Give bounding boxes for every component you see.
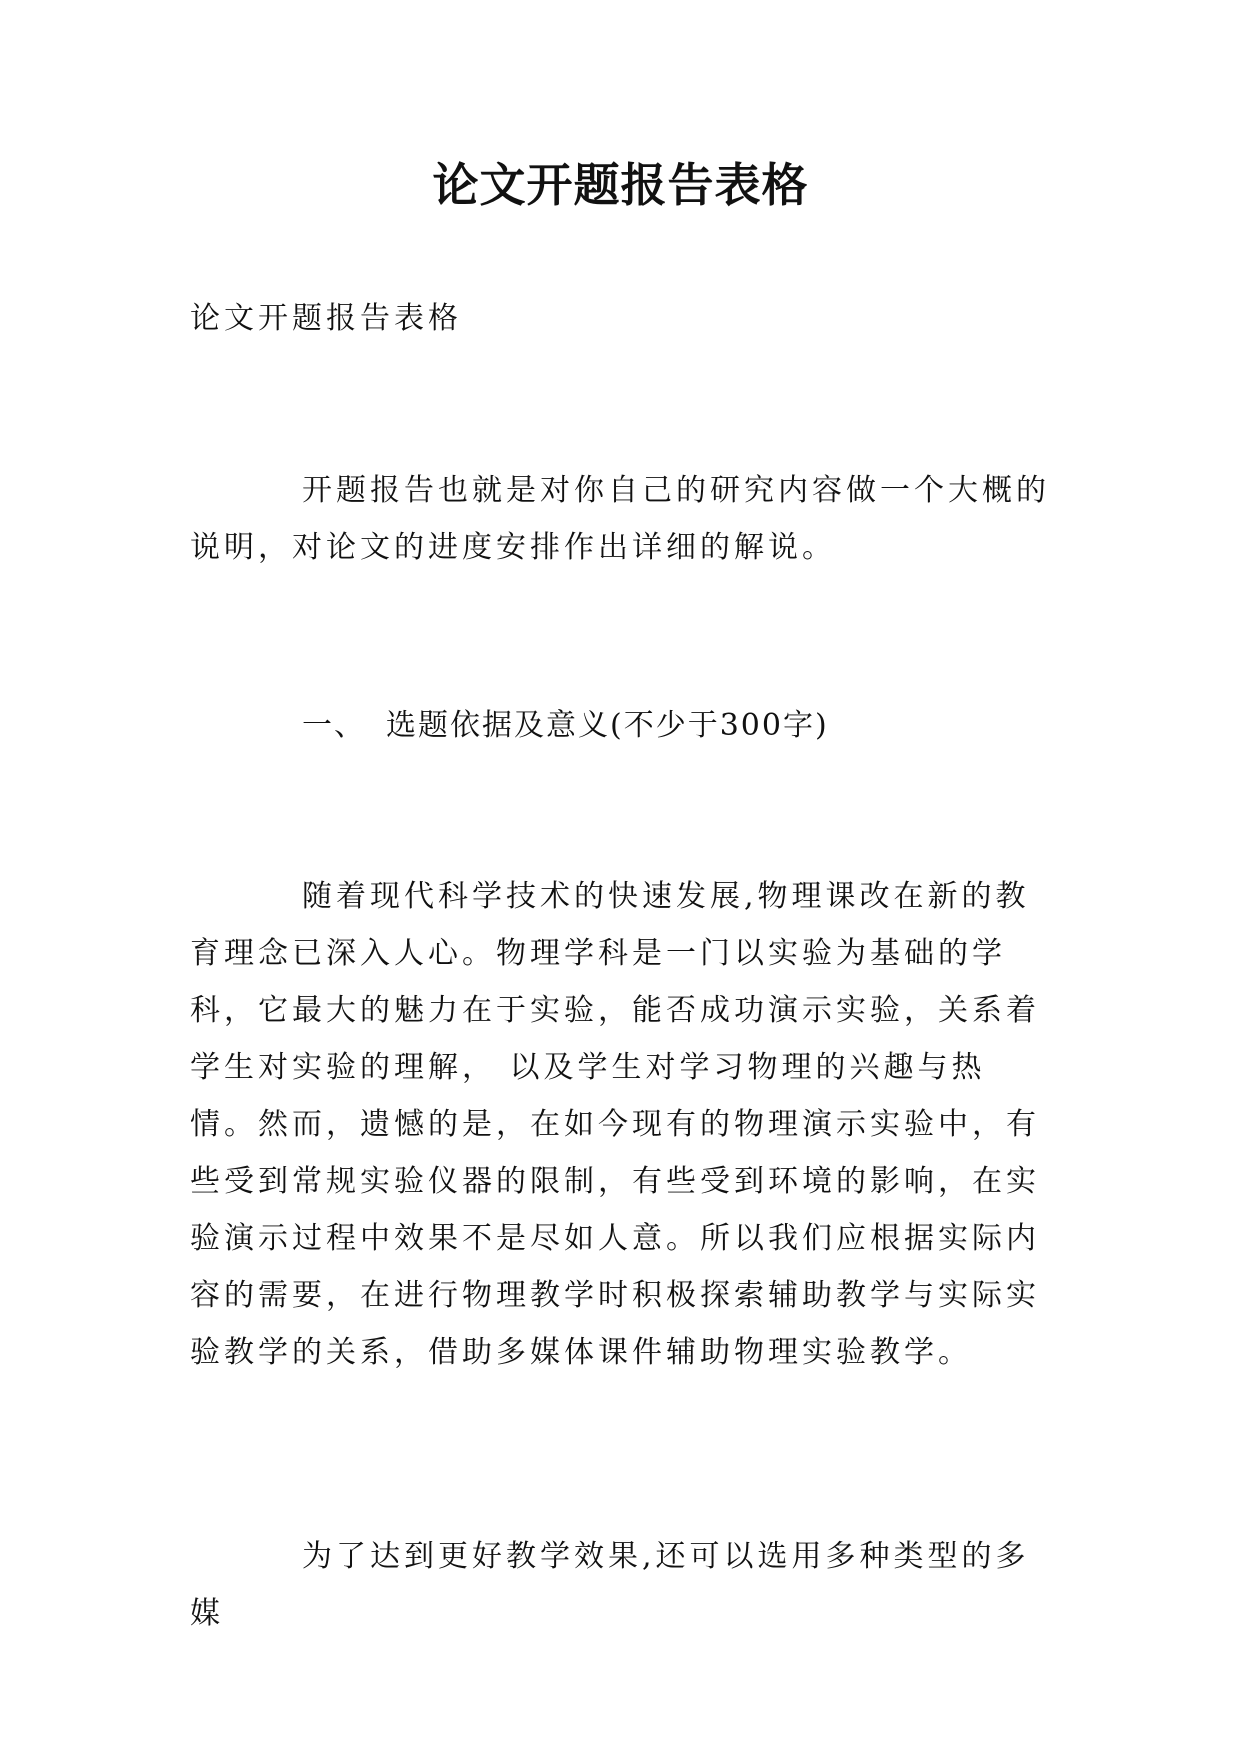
intro-paragraph: 开题报告也就是对你自己的研究内容做一个大概的说明，对论文的进度安排作出详细的解说。	[190, 473, 1050, 565]
body-paragraph-continued: 为了达到更好教学效果,还可以选用多种类型的多媒	[190, 1539, 1030, 1631]
section-heading-text: 选题依据及意义(不少于300字)	[386, 708, 829, 743]
body-paragraph: 随着现代科学技术的快速发展,物理课改在新的教育理念已深入人心。物理学科是一门以实验为基础的学科，它最大的魅力在于实验，能否成功演示实验，关系着学生对实验的理解， 以及学生对学习物理的兴趣与热情。然而，遗憾的是，在如今现有的物理演示实验中，有些受到常规实验仪器的限制，有些受到环境的影响，在实验演示过程中效果不是尽如人意。所以我们应根据实际内容的需要，在进行物理教学时积极探索辅助教学与实际实验教学的关系，借助多媒体课件辅助物理实验教学。	[190, 879, 1040, 1370]
section-number: 一、	[302, 708, 366, 743]
document-subtitle: 论文开题报告表格	[190, 301, 462, 336]
section-heading	[302, 697, 829, 754]
document-title: 论文开题报告表格	[432, 158, 809, 212]
